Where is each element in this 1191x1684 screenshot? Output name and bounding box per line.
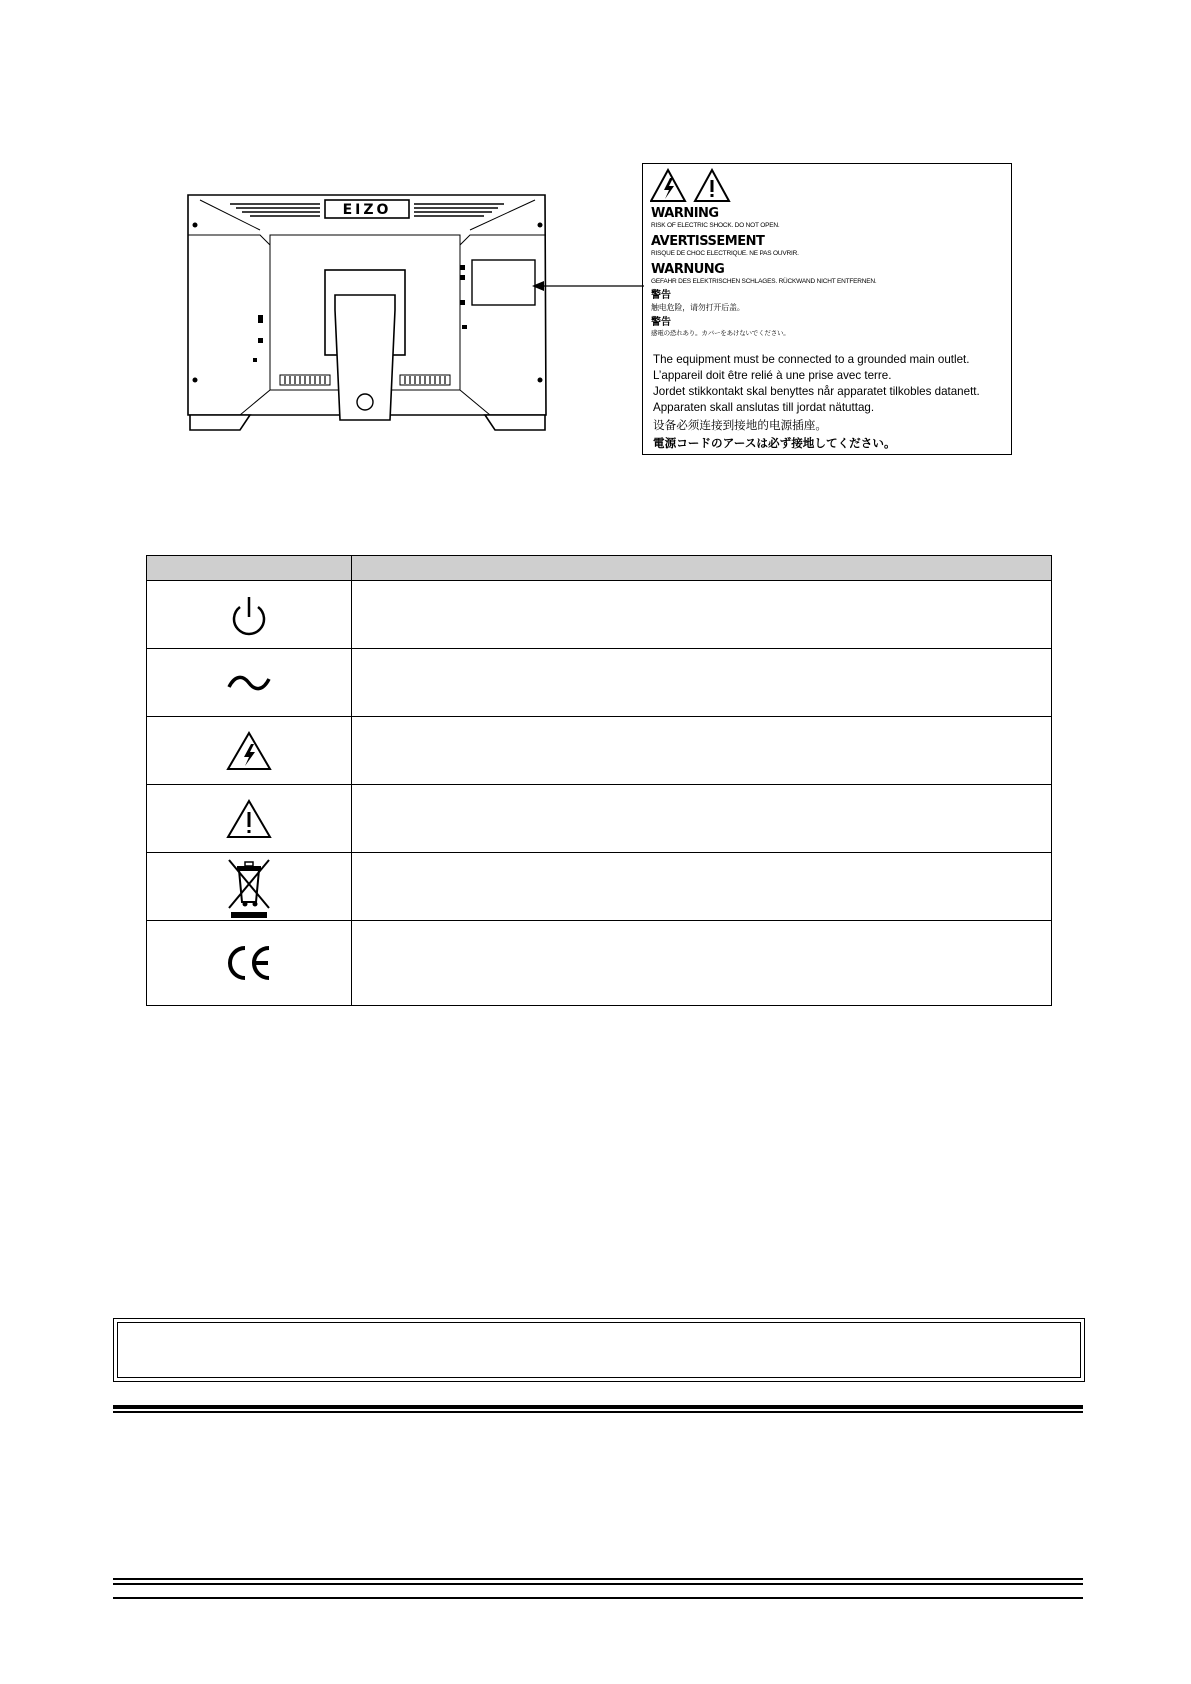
description-cell xyxy=(352,717,1052,785)
label-jp-warning-subtitle: 感電の恐れあり。カバーをあけないでください。 xyxy=(651,330,790,337)
electric-shock-warning-icon xyxy=(651,170,685,201)
power-icon xyxy=(229,593,269,637)
table-header-row xyxy=(147,556,1052,581)
symbol-cell xyxy=(147,921,352,1006)
section-rule-thin xyxy=(113,1411,1083,1413)
label-ground-line-jp: 電源コードのアースは必ず接地してください。 xyxy=(653,437,896,450)
label-avertissement-subtitle: RISQUE DE CHOC ELECTRIQUE. NE PAS OUVRIR. xyxy=(651,250,799,257)
electric-shock-warning-icon xyxy=(225,730,273,772)
label-ground-line-sv: Apparaten skall anslutas till jordat nätuttag. xyxy=(653,401,875,414)
label-warning-subtitle: RISK OF ELECTRIC SHOCK. DO NOT OPEN. xyxy=(651,222,780,229)
label-pointer-arrow xyxy=(532,280,644,292)
note-box-inner-border xyxy=(117,1322,1081,1378)
label-ground-line-cn: 设备必须连接到接地的电源插座。 xyxy=(653,419,827,432)
label-ground-line-fr: L’appareil doit être relié à une prise avec terre. xyxy=(653,369,892,382)
description-cell xyxy=(352,581,1052,649)
symbol-cell xyxy=(147,581,352,649)
footer-rule-top xyxy=(113,1578,1083,1580)
description-cell xyxy=(352,921,1052,1006)
svg-text:EIZO: EIZO xyxy=(342,202,392,218)
symbols-table xyxy=(146,555,1052,1006)
footer-rule-bottom xyxy=(113,1597,1083,1599)
description-cell xyxy=(352,853,1052,921)
table-row xyxy=(147,649,1052,717)
description-column-header xyxy=(352,556,1052,581)
label-cn-warning-subtitle: 触电危险，请勿打开后盖。 xyxy=(651,303,745,312)
ac-tilde-icon xyxy=(227,671,271,695)
note-box xyxy=(113,1318,1085,1382)
table-row xyxy=(147,853,1052,921)
label-cn-warning-title: 警告 xyxy=(651,290,671,301)
symbol-cell xyxy=(147,649,352,717)
label-warnung-subtitle: GEFAHR DES ELEKTRISCHEN SCHLAGES. RÜCKWAND NICHT ENTFERNEN. xyxy=(651,278,877,285)
label-jp-warning-title: 警告 xyxy=(651,317,671,328)
caution-warning-icon xyxy=(695,170,729,201)
caution-warning-icon xyxy=(225,798,273,840)
footer-rule-middle xyxy=(113,1583,1083,1585)
symbol-cell xyxy=(147,785,352,853)
monitor-rear-diagram xyxy=(180,190,560,440)
section-rule-thick xyxy=(113,1405,1083,1409)
label-ground-line-en: The equipment must be connected to a grounded main outlet. xyxy=(653,353,970,366)
description-cell xyxy=(352,785,1052,853)
table-row xyxy=(147,717,1052,785)
description-cell xyxy=(352,649,1052,717)
weee-crossed-bin-icon xyxy=(225,856,273,918)
symbol-column-header xyxy=(147,556,352,581)
table-row xyxy=(147,921,1052,1006)
ce-mark-icon xyxy=(223,943,275,983)
label-warnung-title: WARNUNG xyxy=(651,262,725,277)
table-row xyxy=(147,785,1052,853)
label-ground-line-no: Jordet stikkontakt skal benyttes når apparatet tilkobles datanett. xyxy=(653,385,980,398)
symbol-cell xyxy=(147,717,352,785)
symbol-cell xyxy=(147,853,352,921)
table-row xyxy=(147,581,1052,649)
label-warning-icons xyxy=(650,168,734,204)
label-avertissement-title: AVERTISSEMENT xyxy=(651,234,765,249)
warning-label xyxy=(642,163,1012,455)
label-warning-title: WARNING xyxy=(651,206,719,221)
